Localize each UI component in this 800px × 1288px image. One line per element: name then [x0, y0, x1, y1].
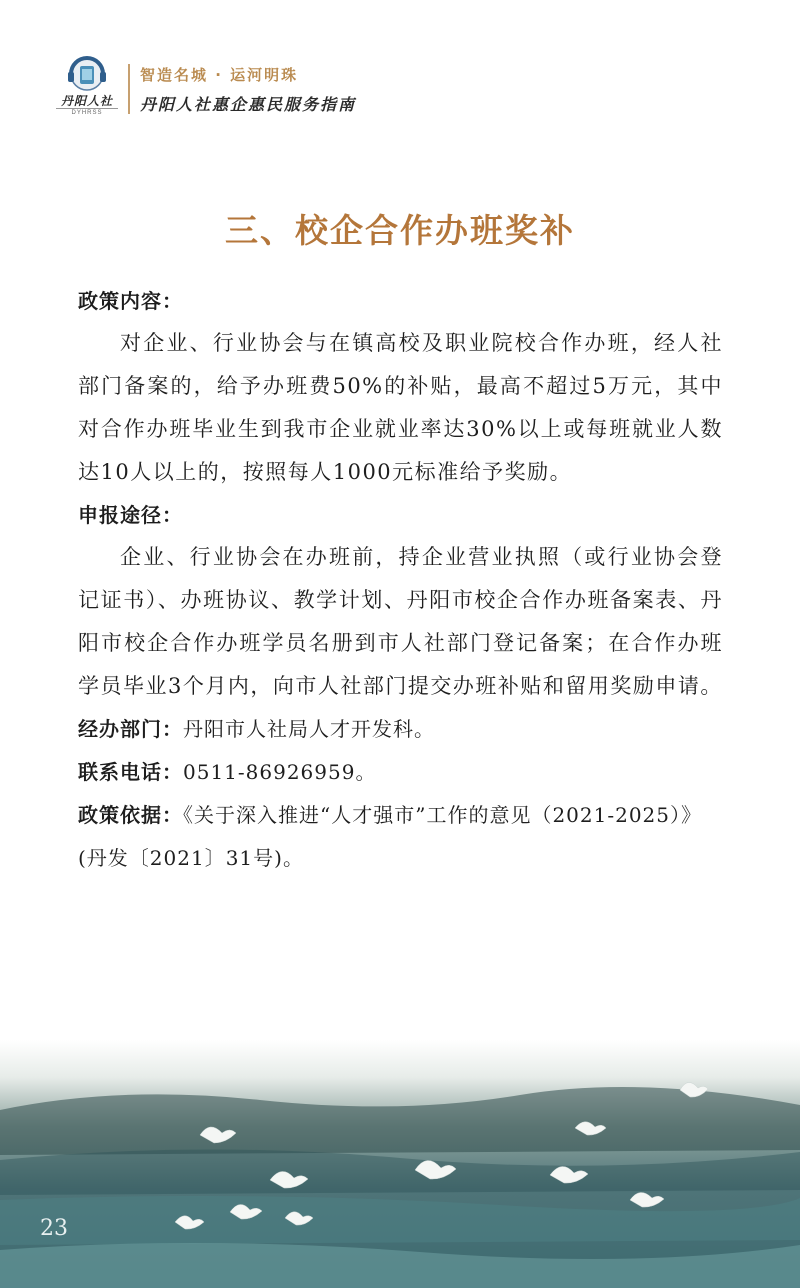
policy-content-text: 对企业、行业协会与在镇高校及职业院校合作办班，经人社部门备案的，给予办班费50%的补贴，最高不超过5万元，其中对合作办班毕业生到我市企业就业率达30%以上或每班就业人数达10人以上的，按照每人1000元标准给予奖励。 [78, 331, 723, 484]
logo-subtext: DYHRSS [56, 108, 118, 116]
phone-label: 联系电话： [78, 760, 183, 784]
phone-value: 0511-86926959。 [183, 760, 377, 784]
basis-value: 《关于深入推进“人才强市”工作的意见（2021-2025）》(丹发〔2021〕31号)。 [78, 803, 703, 870]
egrets-landscape-illustration [0, 1040, 800, 1288]
page-number: 23 [40, 1216, 68, 1241]
application-label: 申报途径： [78, 503, 183, 527]
department-label: 经办部门： [78, 717, 183, 741]
basis-line [78, 794, 723, 880]
header-divider [128, 64, 130, 114]
phone-line [78, 751, 723, 794]
policy-body [78, 280, 723, 880]
department-value: 丹阳市人社局人才开发科。 [183, 717, 435, 741]
policy-content-label: 政策内容： [78, 289, 183, 313]
page-header [0, 0, 800, 130]
application-text: 企业、行业协会在办班前，持企业营业执照（或行业协会登记证书）、办班协议、教学计划、丹阳市校企合作办班备案表、丹阳市校企合作办班学员名册到市人社部门登记备案；在合作办班学员毕业3个月内，向市人社部门提交办班补贴和留用奖励申请。 [78, 545, 723, 698]
guide-title: 丹阳人社惠企惠民服务指南 [140, 95, 357, 114]
header-slogan: 智造名城 · 运河明珠 [140, 66, 299, 84]
section-title: 三、校企合作办班奖补 [225, 211, 575, 250]
department-line [78, 708, 723, 751]
logo-wordmark: 丹阳人社 [60, 94, 113, 108]
basis-label: 政策依据： [78, 803, 183, 827]
